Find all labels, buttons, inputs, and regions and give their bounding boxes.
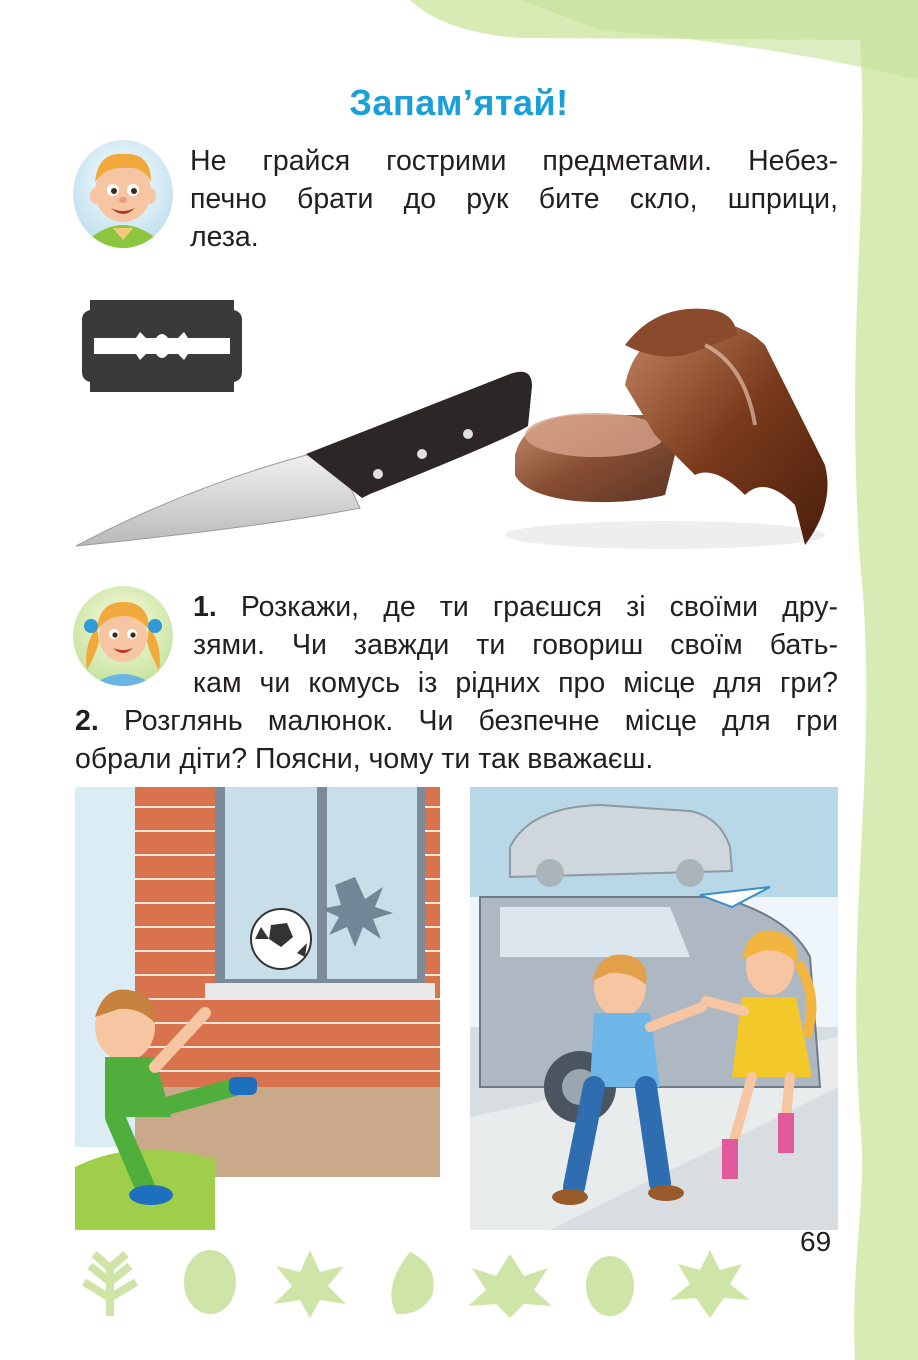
- question-1-number: 1.: [193, 591, 217, 623]
- question-1-line-1: Розкажи, де ти граєшся зі своїми дру-: [240, 591, 838, 623]
- remember-text: [190, 142, 838, 256]
- children-near-car-illustration: [470, 787, 838, 1230]
- girl-avatar: [73, 586, 173, 686]
- question-2: [75, 702, 838, 778]
- decorative-leaves: [70, 1246, 770, 1320]
- question-1: [193, 588, 838, 702]
- remember-line-3: леза.: [190, 221, 259, 253]
- boy-avatar: [73, 140, 173, 248]
- broken-bottle-image: [505, 305, 835, 555]
- boy-ball-window-illustration: [75, 787, 440, 1230]
- question-2-line-2: обрали діти? Поясни, чому ти так вважаєш.: [75, 743, 654, 775]
- question-1-line-2: зями. Чи завжди ти говориш своїм бать-: [193, 629, 838, 661]
- page-number: 69: [800, 1226, 832, 1257]
- question-2-line-1: Розглянь малюнок. Чи безпечне місце для гри: [123, 705, 838, 737]
- knife-image: [70, 366, 540, 552]
- remember-line-2: печно брати до рук бите скло, шприци,: [190, 183, 838, 215]
- question-1-line-3: кам чи комусь із рідних про місце для гри?: [193, 667, 838, 699]
- question-2-number: 2.: [75, 705, 99, 737]
- page-title: Запам’ятай!: [349, 82, 569, 123]
- remember-line-1: Не грайся гострими предметами. Небез-: [190, 145, 838, 177]
